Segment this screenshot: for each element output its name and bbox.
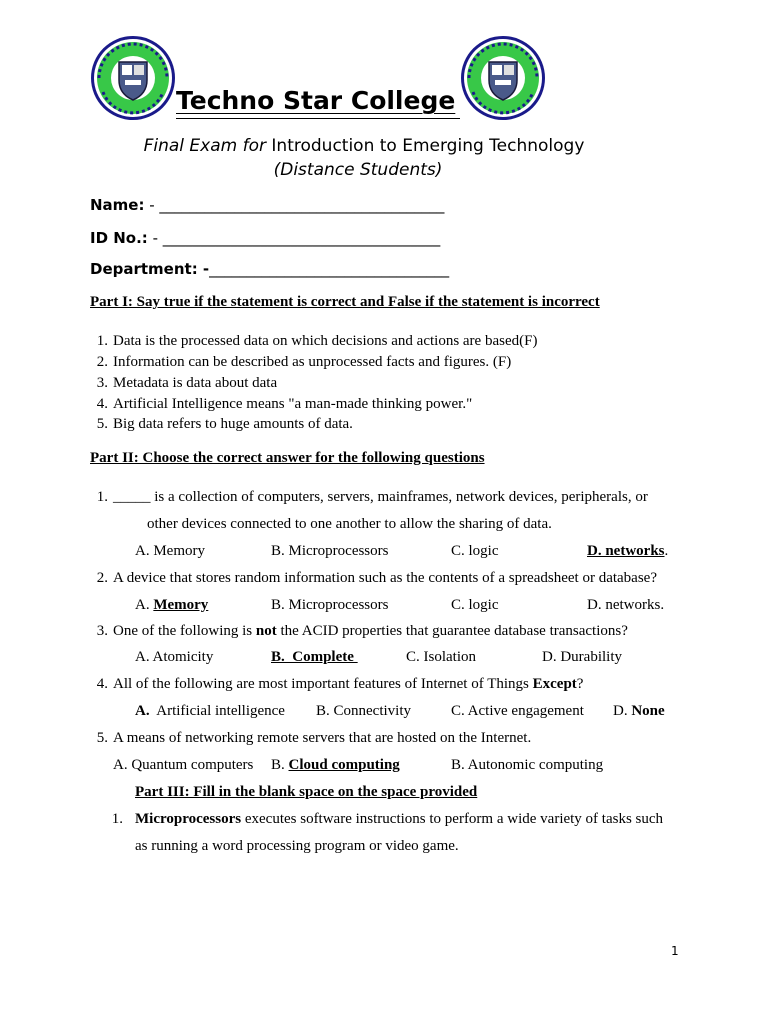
- q1-option-d: D. networks.: [587, 543, 669, 559]
- list-item: Information can be described as unprocessed facts and figures. (F): [113, 354, 512, 370]
- q4-option-d: D. None: [613, 703, 665, 719]
- q5-option-a: A. Quantum computers: [113, 757, 254, 773]
- q4-option-c: C. Active engagement: [451, 703, 584, 719]
- q5-correct-answer: Cloud computing: [288, 757, 400, 773]
- question-5: A means of networking remote servers that are hosted on the Internet.: [113, 730, 532, 746]
- exam-subtitle-audience: (Distance Students): [273, 160, 443, 180]
- q3-option-d: D. Durability: [542, 649, 622, 665]
- question-3: One of the following is not the ACID properties that guarantee database transactions?: [113, 623, 628, 639]
- question-1-line2: other devices connected to one another to allow the sharing of data.: [147, 516, 552, 532]
- q2-option-c: C. logic: [451, 597, 499, 613]
- question-4: All of the following are most important features of Internet of Things Except?: [113, 676, 584, 692]
- part2-heading: Part II: Choose the correct answer for the following questions: [90, 450, 485, 466]
- part3-question-1: Microprocessors executes software instructions to perform a wide variety of tasks such: [135, 811, 664, 827]
- department-field: [90, 260, 449, 278]
- id-field: [90, 229, 440, 247]
- q2-option-d: D. networks.: [587, 597, 665, 613]
- q2-option-b: B. Microprocessors: [271, 597, 389, 613]
- part3-answer: Microprocessors: [135, 811, 242, 827]
- part3-heading: Part III: Fill in the blank space on the space provided: [135, 784, 478, 800]
- department-label: Department: -: [90, 260, 210, 278]
- exam-subtitle: [0, 136, 728, 156]
- part1-heading: Part I: Say true if the statement is correct and False if the statement is incorrect: [90, 294, 600, 310]
- q3-option-c: C. Isolation: [406, 649, 476, 665]
- list-item: Big data refers to huge amounts of data.: [113, 416, 353, 432]
- q5-option-b: B. Cloud computing: [271, 757, 400, 773]
- exam-subtitle-course: Introduction to Emerging Technology: [266, 136, 585, 156]
- q3-option-a: A. Atomicity: [135, 649, 214, 665]
- q1-correct-answer: D. networks: [587, 543, 665, 559]
- q1-option-a: A. Memory: [135, 543, 205, 559]
- exam-subtitle-italic: Final Exam for: [143, 136, 266, 156]
- question-2: A device that stores random information such as the contents of a spreadsheet or database?: [113, 570, 657, 586]
- q3-option-b-correct: B. Complete: [271, 649, 358, 665]
- list-item: Data is the processed data on which decisions and actions are based(F): [113, 333, 538, 349]
- q1-option-c: C. logic: [451, 543, 499, 559]
- q4-option-b: B. Connectivity: [316, 703, 411, 719]
- college-logo-icon-right: [459, 34, 547, 122]
- page-number: 1: [671, 944, 679, 958]
- list-item: Metadata is data about data: [113, 375, 278, 391]
- college-logo-icon-left: [89, 34, 177, 122]
- name-field: [90, 196, 444, 214]
- part3-question-1-line2: as running a word processing program or video game.: [135, 838, 459, 854]
- list-item: Artificial Intelligence means "a man-made thinking power.": [113, 396, 473, 412]
- q2-option-a: A. Memory: [135, 597, 209, 613]
- id-label: ID No.:: [90, 229, 148, 247]
- name-label: Name:: [90, 196, 145, 214]
- q4-correct-answer: None: [631, 703, 665, 719]
- title-double-underline: [176, 118, 460, 119]
- q1-option-b: B. Microprocessors: [271, 543, 389, 559]
- q4-option-a: A. Artificial intelligence: [135, 703, 285, 719]
- q2-correct-answer: Memory: [153, 597, 209, 613]
- id-blank: - _____________________________________: [147, 229, 441, 247]
- q5-option-c: B. Autonomic computing: [451, 757, 604, 773]
- department-blank: ________________________________: [209, 260, 450, 278]
- college-title: Techno Star College: [176, 86, 456, 115]
- question-1-line1: _____ is a collection of computers, servers, mainframes, network devices, peripherals, or: [113, 489, 648, 505]
- name-blank: - ______________________________________: [144, 196, 445, 214]
